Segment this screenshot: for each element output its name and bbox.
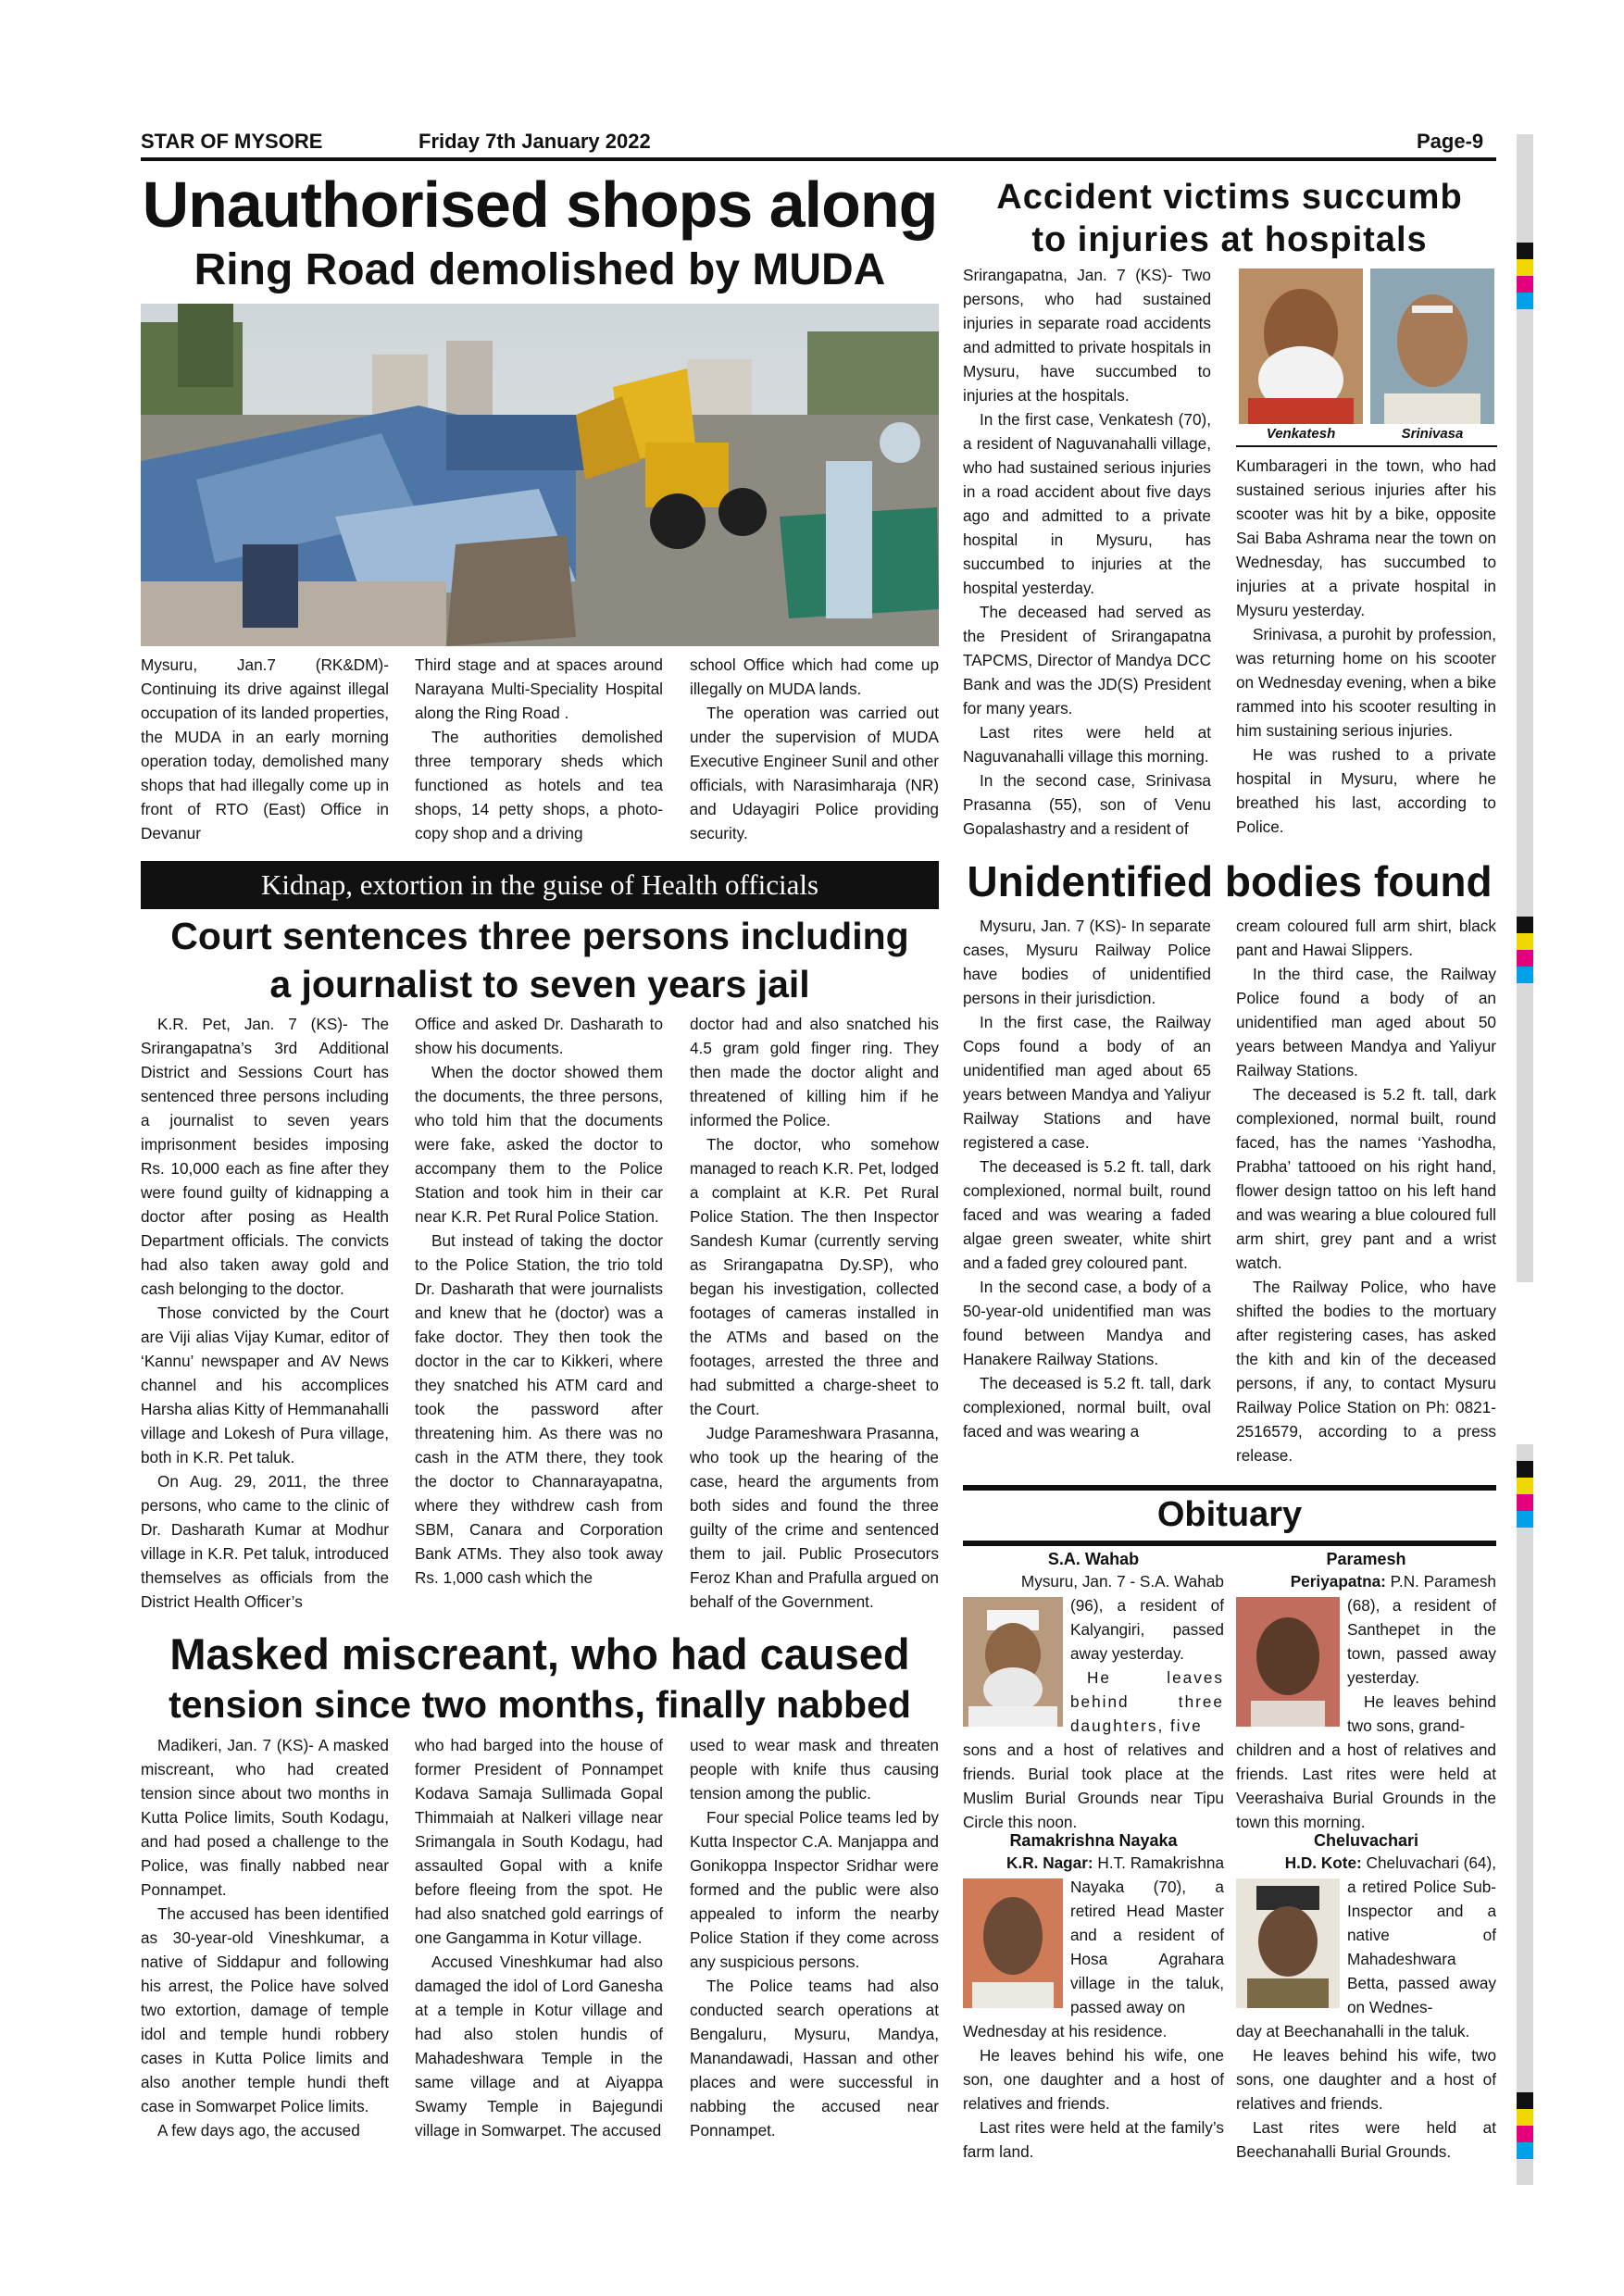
obit-wahab <box>963 1550 1224 1834</box>
accident-para: Kumbarageri in the town, who had sustained serious injuries after his scooter was hit by a bike, opposite Sai Baba Ashrama near the town on Wednesday, has succumbed to injuries at a private hospital in Mysuru yesterday. <box>1236 456 1496 619</box>
muda-para: The operation was carried out under the supervision of MUDA Executive Engineer Sunil and other officials, with Narasimharaja (NR) and Udayagiri Police providing security. <box>690 704 939 842</box>
kidnap-headline-line2: a journalist to seven years jail <box>269 963 810 1005</box>
margin-strip <box>1517 1444 1533 2185</box>
cheluvachari-photo <box>1236 1878 1340 2008</box>
kidnap-para: The doctor, who somehow managed to reach K.R. Pet, lodged a complaint at K.R. Pet Rural Police Station. The then Inspector Sandesh Kumar (currently serving as Srirangapatna Dy.SP), who began his investigation, collected footages of cameras installed in the ATMs and based on the footages, arrested the three and had submitted a charge-sheet to the Court. <box>690 1135 939 1418</box>
accident-para: He was rushed to a private hospital in Mysuru, where he breathed his last, according to Police. <box>1236 745 1496 836</box>
muda-para: Mysuru, Jan.7 (RK&DM)- Continuing its drive against illegal occupation of its landed properties, the MUDA in an early morning operation today, demolished many shops that had illegally come up in front of RTO (East) Office in Devanur <box>141 655 389 842</box>
caption-rule <box>1236 445 1497 447</box>
venkatesh-photo <box>1239 268 1363 424</box>
accident-para: The deceased had served as the President of Srirangapatna TAPCMS, Director of Mandya DCC Bank and was the JD(S) President for many years. <box>963 603 1211 718</box>
muda-col2 <box>415 653 663 845</box>
bodies-col1 <box>963 914 1211 1443</box>
obit-text: He leaves behind three daughters, five <box>1070 1668 1224 1735</box>
bodies-para: The deceased is 5.2 ft. tall, dark complexioned, normal built, round faced and was wearing a faded algae green sweater, white shirt and a faded grey coloured pant. <box>963 1157 1211 1272</box>
obit-text: P.N. Paramesh <box>1385 1572 1496 1591</box>
kidnap-para: Those convicted by the Court are Viji alias Vijay Kumar, editor of ‘Kannu’ newspaper and AV News channel and his accomplices Harsha alias Kitty of Hemmanahalli village and Lokesh of Pura village, both in K.R. Pet taluk. <box>141 1304 389 1466</box>
accident-para: Srinivasa, a purohit by profession, was returning home on his scooter on Wednesday evening, when a bike rammed into his scooter resulting in him sustaining serious injuries. <box>1236 625 1496 740</box>
masthead-rule <box>141 157 1496 161</box>
obit-text: (96), a resident of Kalyangiri, passed away yesterday. <box>1070 1596 1224 1663</box>
obit-place: Periyapatna: <box>1290 1572 1386 1591</box>
masked-col1 <box>141 1733 389 2142</box>
obituary-bottom-rule <box>963 1541 1496 1546</box>
portrait-image <box>1236 1878 1340 2008</box>
masked-para: Accused Vineshkumar had also damaged the idol of Lord Ganesha at a temple in Kotur village and had also stolen hundis of Mahadeshwara Temple in the same village and at Aiyappa Swamy Temple in Bajegundi village in Somwarpet. The accused <box>415 1953 663 2140</box>
muda-headline-line2: Ring Road demolished by MUDA <box>194 245 886 294</box>
obit-paramesh <box>1236 1550 1496 1834</box>
kidnap-banner <box>141 861 939 909</box>
masked-para: Madikeri, Jan. 7 (KS)- A masked miscreant, who had created tension since about two months in Kutta Police limits, South Kodagu, and had posed a challenge to the Police, was finally nabbed near Ponnampet. <box>141 1736 389 1899</box>
bodies-para: Mysuru, Jan. 7 (KS)- In separate cases, Mysuru Railway Police have bodies of unidentified persons in their jurisdiction. <box>963 917 1211 1007</box>
wahab-photo <box>963 1597 1063 1727</box>
demolition-scene-image <box>141 304 939 646</box>
obit-text: (68), a resident of Santhepet in the town, passed away yesterday. <box>1347 1596 1496 1687</box>
accident-para: In the first case, Venkatesh (70), a resident of Naguvanahalli village, who had sustained serious injuries in a road accident about five days ago and admitted to a private hospital in Mysuru, has succumbed to injuries at the hospital yesterday. <box>963 410 1211 597</box>
kidnap-para: Judge Parameshwara Prasanna, who took up the hearing of the case, heard the arguments from both sides and found the three guilty of the crime and sentenced them to jail. Public Prosecutors Feroz Khan and Prafulla argued on behalf of the Government. <box>690 1424 939 1611</box>
bodies-para: In the third case, the Railway Police found a body of an unidentified man aged about 50 years between Mandya and Yaliyur Railway Stations. <box>1236 965 1496 1079</box>
bodies-para: The deceased is 5.2 ft. tall, dark complexioned, normal built, oval faced and was wearing a <box>963 1374 1211 1441</box>
bodies-para: The Railway Police, who have shifted the bodies to the mortuary after registering cases, has asked the kith and kin of the deceased persons, if any, to contact Mysuru Railway Police Station on Ph: 0821-2516579, according to a press release. <box>1236 1278 1496 1465</box>
obit-text: a retired Police Sub-Inspector and a native of Mahadeshwara Betta, passed away on Wednes- <box>1347 1878 1496 2016</box>
obit-text: sons and a host of relatives and friends. Burial took place at the Muslim Burial Grounds near Tipu Circle this noon. <box>963 1741 1224 1831</box>
kidnap-para: But instead of taking the doctor to the Police Station, the trio told Dr. Dasharath that were journalists and knew that he (doctor) was a fake doctor. They then took the doctor in the car to Kikkeri, where they snatched his ATM card and took the password after threatening him. As there was no cash in the ATM there, they took the doctor to Channarayapatna, where they withdrew cash from SBM, Canara and Corporation Bank ATMs. They also took away Rs. 1,000 cash which the <box>415 1231 663 1587</box>
obit-text: He leaves behind his wife, two sons, one daughter and a host of relatives and friends. <box>1236 2046 1496 2113</box>
masked-headline-line2: tension since two months, finally nabbed <box>169 1683 911 1726</box>
masked-headline-line1: Masked miscreant, who had caused <box>169 1629 910 1678</box>
obit-text: Last rites were held at the family’s farm land. <box>963 2118 1224 2161</box>
portrait-image <box>1239 268 1363 424</box>
portrait-image <box>963 1597 1063 1727</box>
masked-para: Four special Police teams led by Kutta Inspector C.A. Manjappa and Gonikoppa Inspector Sridhar were formed and the public were also appealed to inform the nearby Police Station if they come across any suspicious persons. <box>690 1808 939 1971</box>
kidnap-para: doctor had and also snatched his 4.5 gram gold finger ring. They then made the doctor alight and threatened of killing him if he informed the Police. <box>690 1015 939 1129</box>
bodies-col2 <box>1236 914 1496 1467</box>
page-number: Page-9 <box>1417 130 1484 153</box>
masked-col3 <box>690 1733 939 2142</box>
bodies-para: In the second case, a body of a 50-year-old unidentified man was found between Mandya and Hanakere Railway Stations. <box>963 1278 1211 1368</box>
obit-text: day at Beechanahalli in the taluk. <box>1236 2022 1470 2040</box>
kidnap-banner-text: Kidnap, extortion in the guise of Health officials <box>260 868 819 901</box>
paper-name: STAR OF MYSORE <box>141 130 323 153</box>
obit-text: Last rites were held at Beechanahalli Burial Grounds. <box>1236 2118 1496 2161</box>
obit-text: Cheluvachari (64), <box>1361 1853 1496 1872</box>
srinivasa-caption: Srinivasa <box>1401 426 1464 442</box>
obit-cheluvachari <box>1236 1831 1496 2164</box>
obit-text: Mysuru, Jan. 7 - S.A. Wahab <box>1020 1572 1224 1591</box>
obit-name: Ramakrishna Nayaka <box>1009 1831 1178 1850</box>
obit-name: Cheluvachari <box>1313 1831 1419 1850</box>
masked-para: A few days ago, the accused <box>157 2121 360 2140</box>
accident-para: Srirangapatna, Jan. 7 (KS)- Two persons, who had sustained injuries in separate road accidents and admitted to private hospitals in Mysuru, have succumbed to injuries at the hospitals. <box>963 266 1211 405</box>
masked-col2 <box>415 1733 663 2142</box>
venkatesh-caption: Venkatesh <box>1266 426 1336 442</box>
obit-place: K.R. Nagar: <box>1006 1853 1093 1872</box>
muda-para: Third stage and at spaces around Narayana Multi-Speciality Hospital along the Ring Road . <box>415 655 663 722</box>
masked-para: who had barged into the house of former President of Ponnampet Kodava Samaja Sullimada Gopal Thimmaiah at Nalkeri village near Srimangala in South Kodagu, had assaulted Gopal with a knife before fleeing from the spot. He had also snatched gold earrings of one Gangamma in Kotur village. <box>415 1736 663 1947</box>
obit-text: Nayaka (70), a retired Head Master and a resident of Hosa Agrahara village in the taluk, passed away on <box>1070 1878 1224 2016</box>
obit-text: H.T. Ramakrishna <box>1093 1853 1224 1872</box>
kidnap-col1 <box>141 1012 389 1614</box>
masked-para: The Police teams had also conducted search operations at Bengaluru, Mysuru, Mandya, Manandawadi, Hassan and other places and were successful in nabbing the accused near Ponnampet. <box>690 1977 939 2140</box>
obit-text: He leaves behind two sons, grand- <box>1347 1692 1496 1735</box>
nayaka-photo <box>963 1878 1063 2008</box>
obit-name: Paramesh <box>1326 1550 1406 1568</box>
accident-headline-line2: to injuries at hospitals <box>1031 220 1428 259</box>
obit-name: S.A. Wahab <box>1047 1550 1140 1568</box>
accident-col1 <box>963 263 1211 841</box>
color-registration-mark <box>1517 2092 1533 2159</box>
muda-para: school Office which had come up illegally on MUDA lands. <box>690 655 939 698</box>
muda-col1 <box>141 653 389 845</box>
obit-place: H.D. Kote: <box>1284 1853 1362 1872</box>
masked-para: The accused has been identified as 30-year-old Vineshkumar, a native of Siddapur and following his arrest, the Police have solved two extortion, damage of temple idol and temple hundi robbery cases in Kutta Police limits and also another temple hundi theft case in Somwarpet Police limits. <box>141 1904 389 2115</box>
obit-text: Wednesday at his residence. <box>963 2022 1168 2040</box>
bodies-headline: Unidentified bodies found <box>967 857 1493 905</box>
portrait-image <box>1370 268 1494 424</box>
muda-col3 <box>690 653 939 845</box>
accident-col2 <box>1236 454 1496 839</box>
kidnap-para: Office and asked Dr. Dasharath to show his documents. <box>415 1015 663 1057</box>
demolition-photo <box>141 304 939 646</box>
accident-para: Last rites were held at Naguvanahalli village this morning. <box>963 723 1211 766</box>
kidnap-para: When the doctor showed them the documents, the three persons, who told him that the documents were fake, asked the doctor to accompany them to the Police Station and took him in their car near K.R. Pet Rural Police Station. <box>415 1063 663 1226</box>
obit-text: children and a host of relatives and friends. Last rites were held at Veerashaiva Burial Grounds in the town this morning. <box>1236 1741 1496 1831</box>
issue-date: Friday 7th January 2022 <box>418 130 651 153</box>
bodies-para: In the first case, the Railway Cops found a body of an unidentified man aged about 65 years between Mandya and Yaliyur Railway Stations and have registered a case. <box>963 1013 1211 1152</box>
kidnap-col2 <box>415 1012 663 1590</box>
color-registration-mark <box>1517 1461 1533 1528</box>
color-registration-mark <box>1517 917 1533 983</box>
srinivasa-photo <box>1370 268 1494 424</box>
accident-para: In the second case, Srinivasa Prasanna (55), son of Venu Gopalashastry and a resident of <box>963 771 1211 838</box>
color-registration-mark <box>1517 243 1533 309</box>
obit-nayaka <box>963 1831 1224 2164</box>
accident-headline-line1: Accident victims succumb <box>996 178 1463 217</box>
bodies-para: The deceased is 5.2 ft. tall, dark complexioned, normal built, round faced, has the names ‘Yashodha, Prabha’ tattooed on his right hand, flower design tattoo on his left hand and was wearing a blue coloured full arm shirt, grey pant and a wrist watch. <box>1236 1085 1496 1272</box>
masked-para: used to wear mask and threaten people with knife thus causing tension among the public. <box>690 1736 939 1803</box>
obit-text: He leaves behind his wife, one son, one daughter and a host of relatives and friends. <box>963 2046 1224 2113</box>
kidnap-para: On Aug. 29, 2011, the three persons, who came to the clinic of Dr. Dasharath Kumar at Modhur village in K.R. Pet taluk, introduced themselves as officials from the District Health Officer’s <box>141 1472 389 1611</box>
muda-headline-line1: Unauthorised shops along <box>142 168 938 241</box>
portrait-image <box>963 1878 1063 2008</box>
paramesh-photo <box>1236 1597 1340 1727</box>
obituary-title: Obituary <box>1156 1495 1303 1534</box>
bodies-para: cream coloured full arm shirt, black pant and Hawai Slippers. <box>1236 917 1496 959</box>
muda-para: The authorities demolished three temporary sheds which functioned as hotels and tea shops, 14 petty shops, a photo-copy shop and a driving <box>415 728 663 842</box>
portrait-image <box>1236 1597 1340 1727</box>
kidnap-headline-line1: Court sentences three persons including <box>170 915 909 957</box>
kidnap-para: K.R. Pet, Jan. 7 (KS)- The Srirangapatna’s 3rd Additional District and Sessions Court has sentenced three persons including a journalist to seven years imprisonment besides imposing Rs. 10,000 each as fine after they were found guilty of kidnapping a doctor after posing as Health Department officials. The convicts had also taken away gold and cash belonging to the doctor. <box>141 1015 389 1298</box>
kidnap-col3 <box>690 1012 939 1614</box>
